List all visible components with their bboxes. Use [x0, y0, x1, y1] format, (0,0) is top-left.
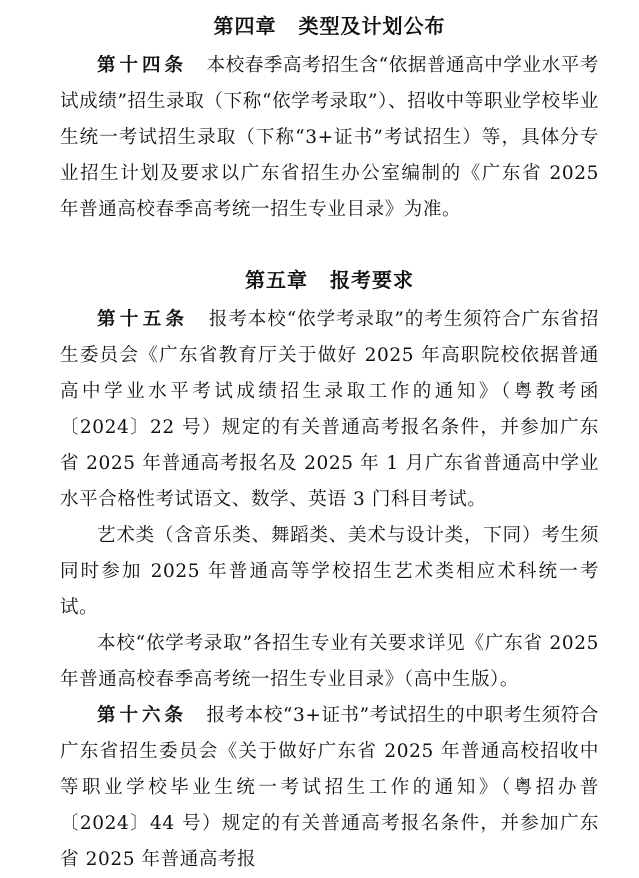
article-15-label: 第十五条: [97, 309, 189, 330]
article-15-arts-paragraph: 艺术类（含音乐类、舞蹈类、美术与设计类，下同）考生须同时参加 2025 年普通高等学校招生艺术类相应术科统一考试。: [60, 525, 599, 618]
article-16-paragraph: [60, 698, 599, 878]
chapter-5-heading: [60, 264, 599, 296]
article-15-paragraph: [60, 302, 599, 518]
article-14-label: 第十四条: [97, 55, 188, 76]
chapter-4-heading: [60, 10, 599, 42]
article-16-label: 第十六条: [97, 705, 188, 726]
chapter-5-subtitle: 报考要求: [330, 268, 414, 292]
article-14-text: 本校春季高考招生含“依据普通高中学业水平考试成绩”招生录取（下称“依学考录取”）、招收中等职业学校毕业生统一考试招生录取（下称“3+证书”考试招生）等，具体分专业招生计划及要求以广东省招生办公室编制的《广东省 2025 年普通高校春季高考统一招生专业目录》为准。: [60, 55, 599, 220]
chapter-5-number: 第五章: [245, 268, 308, 292]
article-15-requirements-paragraph: 本校“依学考录取”各招生专业有关要求详见《广东省 2025 年普通高校春季高考统一招生专业目录》（高中生版）。: [60, 633, 599, 690]
article-16-text: 报考本校“3+证书”考试招生的中职考生须符合广东省招生委员会《关于做好广东省 2025 年普通高校招收中等职业学校毕业生统一考试招生工作的通知》（粤招办普〔2024〕44 号）规定的有关普通高考报名条件，并参加广东省 2025 年普通高考报: [60, 705, 599, 870]
article-14-paragraph: [60, 48, 599, 228]
article-15-text: 报考本校“依学考录取”的考生须符合广东省招生委员会《广东省教育厅关于做好 2025 年高职院校依据普通高中学业水平考试成绩招生录取工作的通知》（粤教考函〔2024〕22 号）规定的有关普通高考报名条件，并参加广东省 2025 年普通高考报名及 2025 年 1 月广东省普通高中学业水平合格性考试语文、数学、英语 3 门科目考试。: [60, 309, 599, 510]
chapter-4-number: 第四章: [213, 14, 277, 38]
chapter-4-subtitle: 类型及计划公布: [298, 14, 446, 38]
